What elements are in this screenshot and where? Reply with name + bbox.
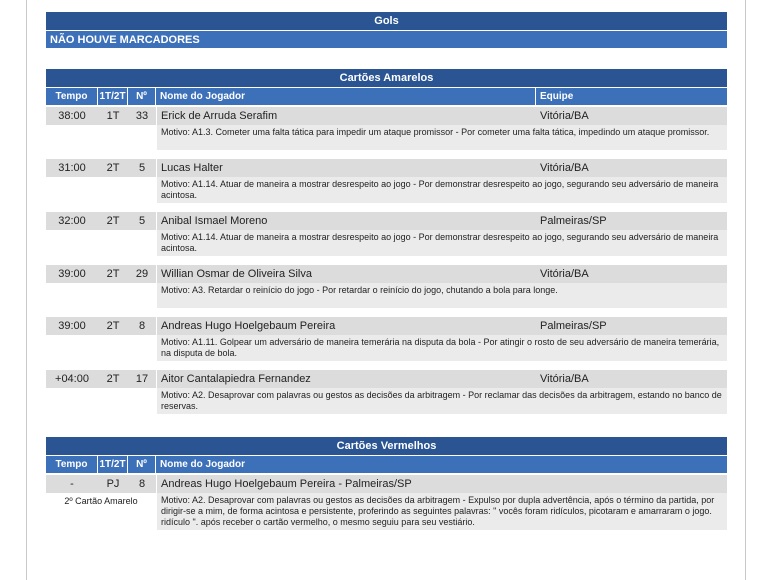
row-gap — [46, 150, 727, 156]
yellow-cards-section — [46, 69, 727, 420]
header-half: 1T/2T — [98, 88, 128, 105]
card-reason-row — [46, 177, 727, 203]
card-team: Palmeiras/SP — [540, 215, 607, 227]
card-reason: Motivo: A1.14. Atuar de maneira a mostrar desrespeito ao jogo - Por demonstrar desrespeito ao jogo, segurando seu adversário de maneira acintosa. — [156, 230, 727, 256]
red-cards-rows — [46, 475, 727, 530]
card-number: 5 — [138, 215, 146, 227]
card-time: +04:00 — [55, 373, 89, 385]
card-reason-row — [46, 335, 727, 361]
card-half: 2T — [106, 268, 120, 280]
card-reason-spacer — [46, 125, 156, 150]
card-number: 8 — [138, 478, 146, 490]
row-gap — [46, 256, 727, 262]
yellow-cards-header — [46, 87, 727, 105]
yellow-cards-rows — [46, 107, 727, 420]
card-main-row — [46, 159, 727, 177]
card-number: 33 — [135, 110, 149, 122]
header-player-name: Nome do Jogador — [156, 88, 536, 105]
table-row — [46, 159, 727, 209]
gols-none-label: NÃO HOUVE MARCADORES — [46, 30, 727, 48]
card-reason-spacer — [46, 177, 156, 203]
card-reason-spacer — [46, 388, 156, 414]
card-half: 2T — [106, 215, 120, 227]
card-time: 39:00 — [58, 320, 86, 332]
gols-section — [46, 12, 727, 48]
card-half: PJ — [106, 478, 120, 490]
card-reason-row — [46, 493, 727, 530]
card-reason: Motivo: A1.11. Golpear um adversário de maneira temerária na disputa da bola - Por atingir o rosto de seu adversário de maneira temerária, na disputa de bola. — [156, 335, 727, 361]
card-half: 2T — [106, 320, 120, 332]
header-player-name: Nome do Jogador — [160, 459, 246, 470]
card-number: 8 — [138, 320, 146, 332]
card-team: Vitória/BA — [540, 373, 589, 385]
card-player-name: Aitor Cantalapiedra Fernandez — [156, 370, 536, 388]
row-gap — [46, 308, 727, 314]
card-team: Palmeiras/SP — [540, 320, 607, 332]
page-border-left — [26, 0, 27, 580]
card-reason-row — [46, 283, 727, 308]
card-half: 1T — [106, 110, 120, 122]
header-half: 1T/2T — [98, 456, 128, 473]
card-reason: Motivo: A2. Desaprovar com palavras ou gestos as decisões da arbitragem - Por reclamar das decisões da arbitragem, estando no banco de reservas. — [156, 388, 727, 414]
card-player-name: Andreas Hugo Hoelgebaum Pereira - Palmeiras/SP — [156, 475, 727, 493]
card-half: 2T — [106, 373, 120, 385]
header-tempo: Tempo — [46, 88, 98, 105]
card-main-row — [46, 475, 727, 493]
card-time: 31:00 — [58, 162, 86, 174]
row-gap — [46, 414, 727, 420]
yellow-cards-title: Cartões Amarelos — [46, 69, 727, 87]
card-reason: Motivo: A2. Desaprovar com palavras ou gestos as decisões da arbitragem - Expulso por dupla advertência, após o término da partida, por dirigir-se a mim, de forma acintosa e persistente, proferindo as seguintes palavras: " vocês foram ridículos, picotaram e amarraram o jogo. ridículo ". após receber o cartão vermelho, o mesmo seguiu para seu vestiário. — [156, 493, 727, 530]
page-border-right — [745, 0, 746, 580]
header-number: Nº — [128, 88, 156, 105]
table-row — [46, 475, 727, 530]
table-row — [46, 317, 727, 367]
card-team: Vitória/BA — [540, 110, 589, 122]
table-row — [46, 370, 727, 420]
card-player-name: Lucas Halter — [156, 159, 536, 177]
header-tempo: Tempo — [46, 456, 98, 473]
card-reason-spacer — [46, 335, 156, 361]
card-number: 5 — [138, 162, 146, 174]
header-number: Nº — [128, 456, 156, 473]
red-cards-header — [46, 455, 727, 473]
card-player-name: Anibal Ismael Moreno — [156, 212, 536, 230]
row-gap — [46, 203, 727, 209]
red-cards-section — [46, 437, 727, 530]
header-team: Equipe — [540, 91, 574, 102]
table-row — [46, 265, 727, 314]
card-reason-spacer — [46, 230, 156, 256]
red-cards-title: Cartões Vermelhos — [46, 437, 727, 455]
card-reason-spacer — [46, 283, 156, 308]
card-main-row — [46, 265, 727, 283]
gols-title: Gols — [46, 12, 727, 30]
card-main-row — [46, 370, 727, 388]
card-main-row — [46, 212, 727, 230]
table-row — [46, 212, 727, 262]
card-main-row — [46, 107, 727, 125]
card-reason-row — [46, 388, 727, 414]
card-note: 2º Cartão Amarelo — [64, 496, 138, 506]
card-time: 38:00 — [58, 110, 86, 122]
card-player-name: Willian Osmar de Oliveira Silva — [156, 265, 536, 283]
card-reason-row — [46, 125, 727, 150]
card-reason: Motivo: A1.3. Cometer uma falta tática para impedir um ataque promissor - Por cometer uma falta tática, impedindo um ataque promissor. — [156, 125, 727, 150]
card-time: 32:00 — [58, 215, 86, 227]
card-number: 17 — [135, 373, 149, 385]
card-team: Vitória/BA — [540, 162, 589, 174]
card-player-name: Andreas Hugo Hoelgebaum Pereira — [156, 317, 536, 335]
card-time: - — [70, 478, 74, 490]
table-row — [46, 107, 727, 156]
card-time: 39:00 — [58, 268, 86, 280]
card-number: 29 — [135, 268, 149, 280]
card-player-name: Erick de Arruda Serafim — [156, 107, 536, 125]
row-gap — [46, 361, 727, 367]
card-half: 2T — [106, 162, 120, 174]
card-reason: Motivo: A1.14. Atuar de maneira a mostrar desrespeito ao jogo - Por demonstrar desrespeito ao jogo, segurando seu adversário de maneira acintosa. — [156, 177, 727, 203]
card-reason: Motivo: A3. Retardar o reinício do jogo - Por retardar o reinício do jogo, chutando a bola para longe. — [156, 283, 727, 308]
card-reason-row — [46, 230, 727, 256]
card-team: Vitória/BA — [540, 268, 589, 280]
card-main-row — [46, 317, 727, 335]
